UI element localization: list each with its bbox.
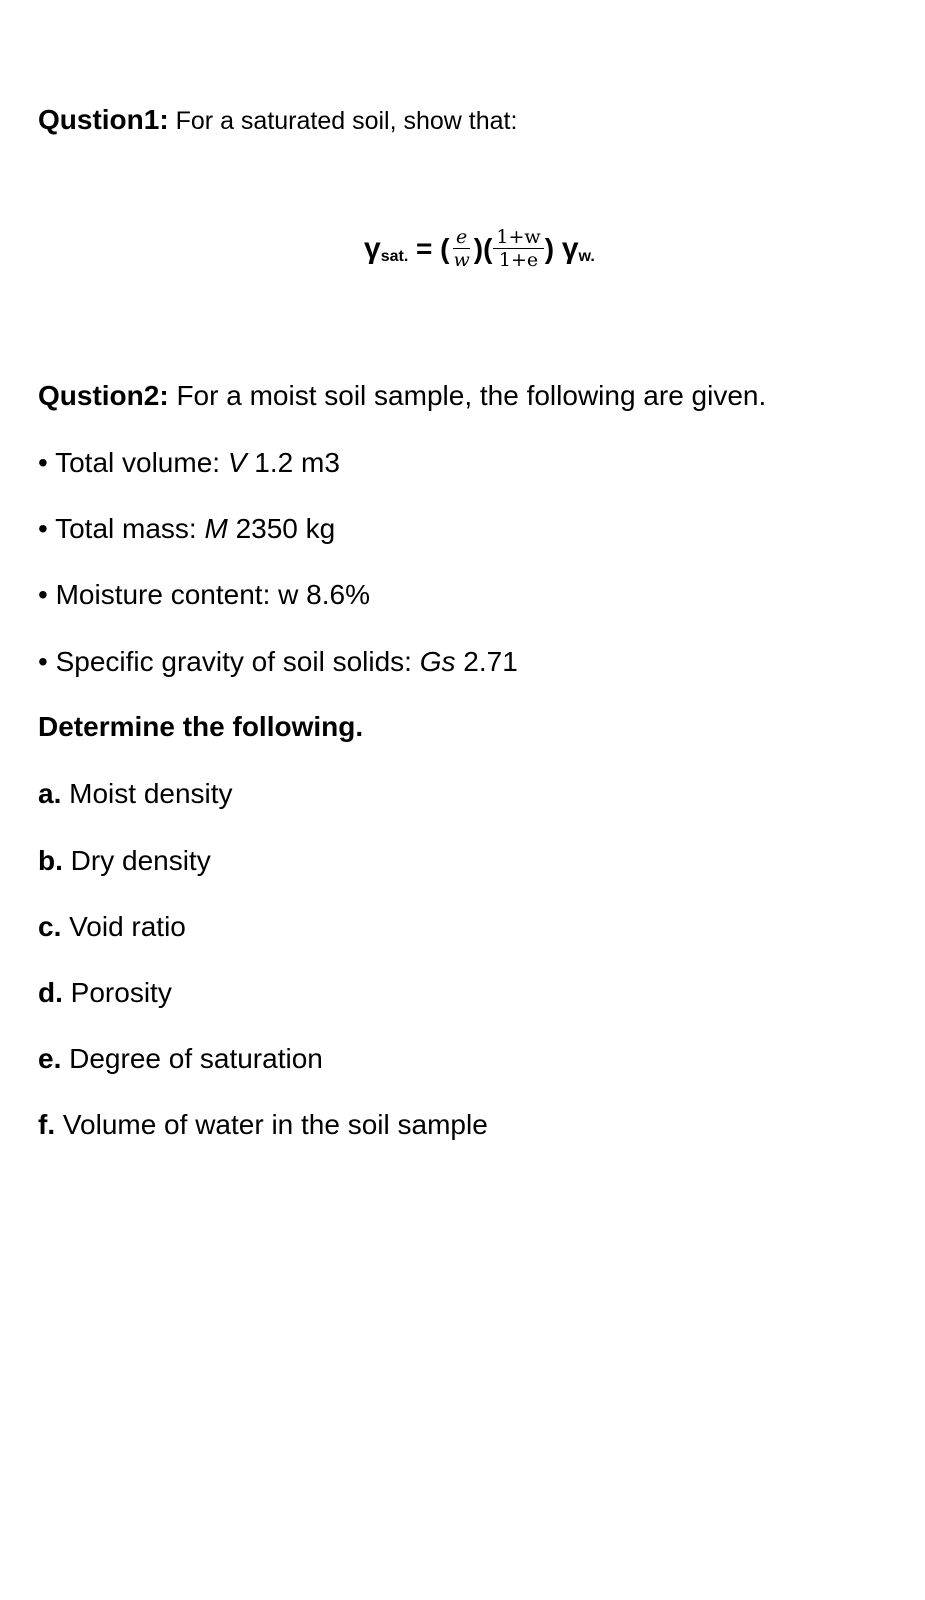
frac1-denominator: w [453, 249, 470, 271]
mid-parens: )( [473, 232, 493, 264]
part-letter: e. [38, 1043, 62, 1074]
close-paren: ) [544, 232, 562, 264]
given-total-mass [38, 513, 335, 545]
question1-text: For a saturated soil, show that: [168, 107, 518, 135]
question2-label: Qustion2: [38, 380, 169, 411]
part-text: Void ratio [61, 911, 186, 942]
bullet: • [38, 513, 48, 544]
part-letter: b. [38, 845, 63, 876]
sat-subscript: sat. [380, 247, 409, 265]
given-symbol: V [227, 447, 247, 478]
part-text: Moist density [61, 778, 233, 809]
given-total-volume [38, 447, 340, 479]
w-subscript: w. [578, 247, 595, 265]
given-symbol: Gs [419, 646, 456, 677]
part-letter: c. [38, 911, 62, 942]
part-f [38, 1109, 488, 1141]
part-letter: a. [38, 778, 62, 809]
question2 [38, 380, 766, 412]
determine-heading: Determine the following. [38, 711, 364, 742]
part-d [38, 977, 172, 1009]
bullet: • [38, 646, 48, 677]
gamma-w-symbol: γ [561, 231, 579, 265]
given-label: Specific gravity of soil solids: [47, 646, 420, 677]
equals-paren: = ( [408, 232, 450, 264]
part-letter: f. [38, 1109, 56, 1140]
question2-text: For a moist soil sample, the following are given. [168, 380, 767, 411]
given-label: Total mass: [47, 513, 205, 544]
given-symbol: M [204, 513, 228, 544]
bullet: • [38, 579, 48, 610]
given-label: Total volume: [47, 447, 228, 478]
frac2-denominator: 1+e [498, 249, 539, 271]
bullet: • [38, 447, 48, 478]
part-a [38, 778, 233, 810]
part-b [38, 845, 211, 877]
given-specific-gravity [38, 646, 518, 678]
part-text: Volume of water in the soil sample [55, 1109, 488, 1140]
given-value: 2.71 [455, 646, 518, 677]
saturated-unit-weight-formula [364, 226, 595, 271]
question1 [38, 104, 517, 136]
part-text: Dry density [62, 845, 211, 876]
part-e [38, 1043, 323, 1075]
part-letter: d. [38, 977, 63, 1008]
fraction-1w-over-1e [493, 226, 543, 271]
given-value: 1.2 m3 [246, 447, 340, 478]
gamma-symbol: γ [364, 231, 381, 265]
frac1-numerator: e [456, 226, 468, 248]
given-value: 2350 kg [227, 513, 336, 544]
given-label: Moisture content: w 8.6% [47, 579, 370, 610]
part-c [38, 911, 186, 943]
question1-label: Qustion1: [38, 104, 169, 135]
part-text: Porosity [62, 977, 172, 1008]
frac2-numerator: 1+w [493, 226, 543, 249]
given-moisture-content [38, 579, 370, 611]
fraction-e-over-w [451, 226, 473, 271]
part-text: Degree of saturation [61, 1043, 323, 1074]
